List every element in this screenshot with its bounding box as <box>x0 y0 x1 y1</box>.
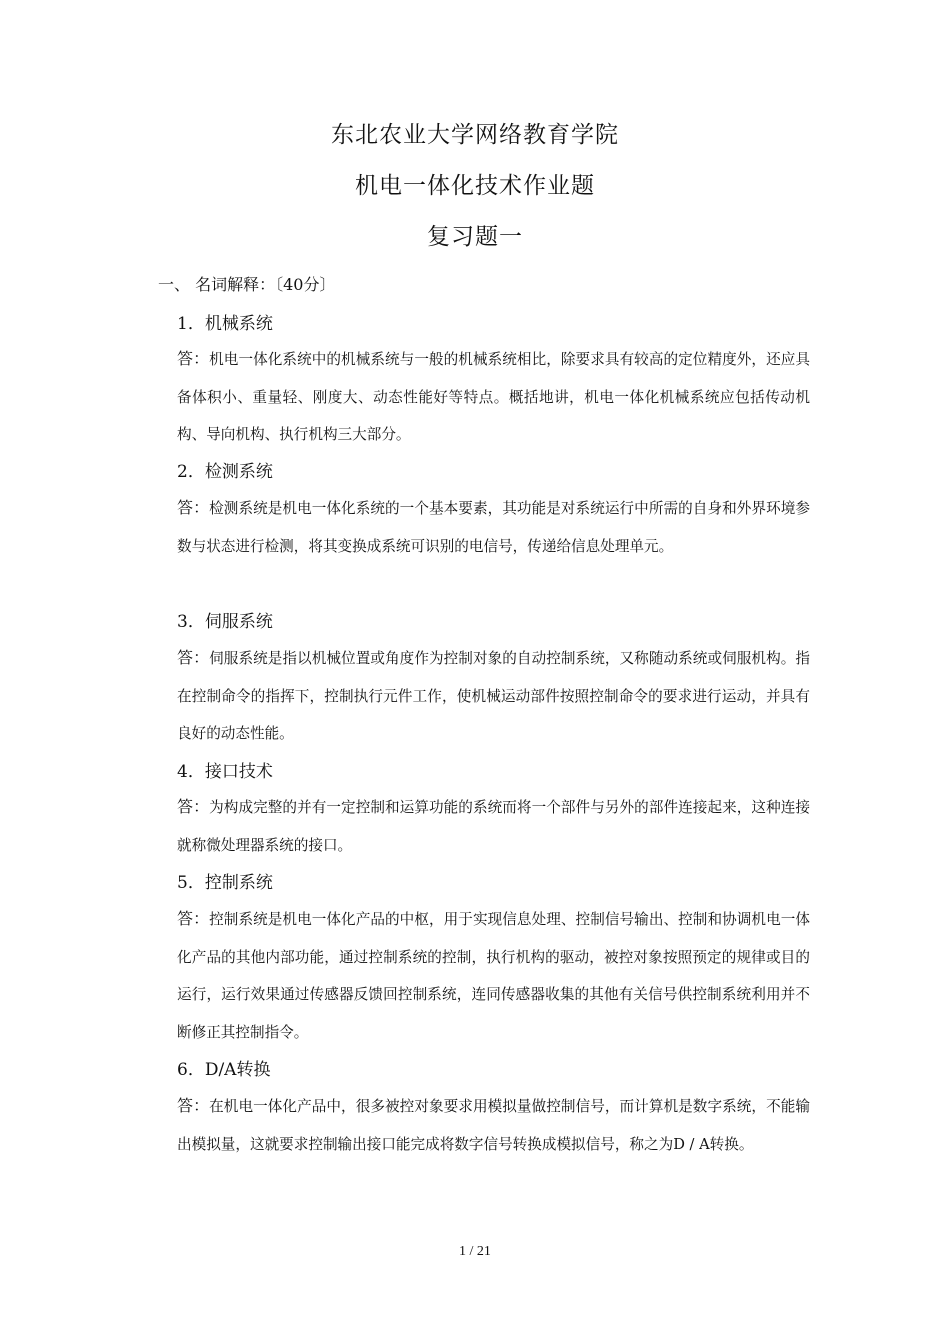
question-title-1: 1．机械系统 <box>177 314 273 334</box>
question-title-5: 5．控制系统 <box>177 873 273 893</box>
answer-text: 检测系统是机电一体化系统的一个基本要素，其功能是对系统运行中所需的自身和外界环境参数与状态进行检测，将其变换成系统可识别的电信号，传递给信息处理单元。 <box>177 500 810 555</box>
answer-lead: 答： <box>177 498 210 517</box>
set-title: 复习题一 <box>427 224 523 250</box>
question-title-2: 2．检测系统 <box>177 462 273 482</box>
school-title: 东北农业大学网络教育学院 <box>331 122 619 148</box>
course-title: 机电一体化技术作业题 <box>355 173 595 199</box>
answer-text: 控制系统是机电一体化产品的中枢，用于实现信息处理、控制信号输出、控制和协调机电一体化产品的其他内部功能，通过控制系统的控制，执行机构的驱动，被控对象按照预定的规律或目的运行，运行效果通过传感器反馈回控制系统，连同传感器收集的其他有关信号供控制系统利用并不断修正其控制指令。 <box>177 911 810 1042</box>
page-indicator: 1 / 21 <box>459 1244 491 1259</box>
answer-4 <box>177 788 810 864</box>
question-title-6: 6．D/A转换 <box>177 1060 271 1080</box>
section-heading: 一、 名词解释：〔40分〕 <box>158 275 336 294</box>
answer-text: 在机电一体化产品中，很多被控对象要求用模拟量做控制信号，而计算机是数字系统，不能输出模拟量，这就要求控制输出接口能完成将数字信号转换成模拟信号，称之为D / A转换。 <box>177 1098 810 1153</box>
answer-lead: 答： <box>177 909 210 928</box>
answer-lead: 答： <box>177 648 210 667</box>
answer-lead: 答： <box>177 1096 210 1115</box>
question-title-4: 4．接口技术 <box>177 762 273 782</box>
answer-2 <box>177 489 810 565</box>
answer-text: 为构成完整的并有一定控制和运算功能的系统而将一个部件与另外的部件连接起来，这种连接就称微处理器系统的接口。 <box>177 799 810 854</box>
answer-text: 机电一体化系统中的机械系统与一般的机械系统相比，除要求具有较高的定位精度外，还应具备体积小、重量轻、刚度大、动态性能好等特点。概括地讲，机电一体化机械系统应包括传动机构、导向机构、执行机构三大部分。 <box>177 351 810 444</box>
answer-3 <box>177 639 810 753</box>
question-title-3: 3．伺服系统 <box>177 612 273 632</box>
answer-1 <box>177 340 810 454</box>
answer-5 <box>177 900 810 1052</box>
answer-6 <box>177 1087 810 1163</box>
answer-lead: 答： <box>177 349 210 368</box>
answer-text: 伺服系统是指以机械位置或角度作为控制对象的自动控制系统，又称随动系统或伺服机构。指在控制命令的指挥下，控制执行元件工作，使机械运动部件按照控制命令的要求进行运动，并具有良好的动态性能。 <box>177 650 810 743</box>
answer-lead: 答： <box>177 797 210 816</box>
